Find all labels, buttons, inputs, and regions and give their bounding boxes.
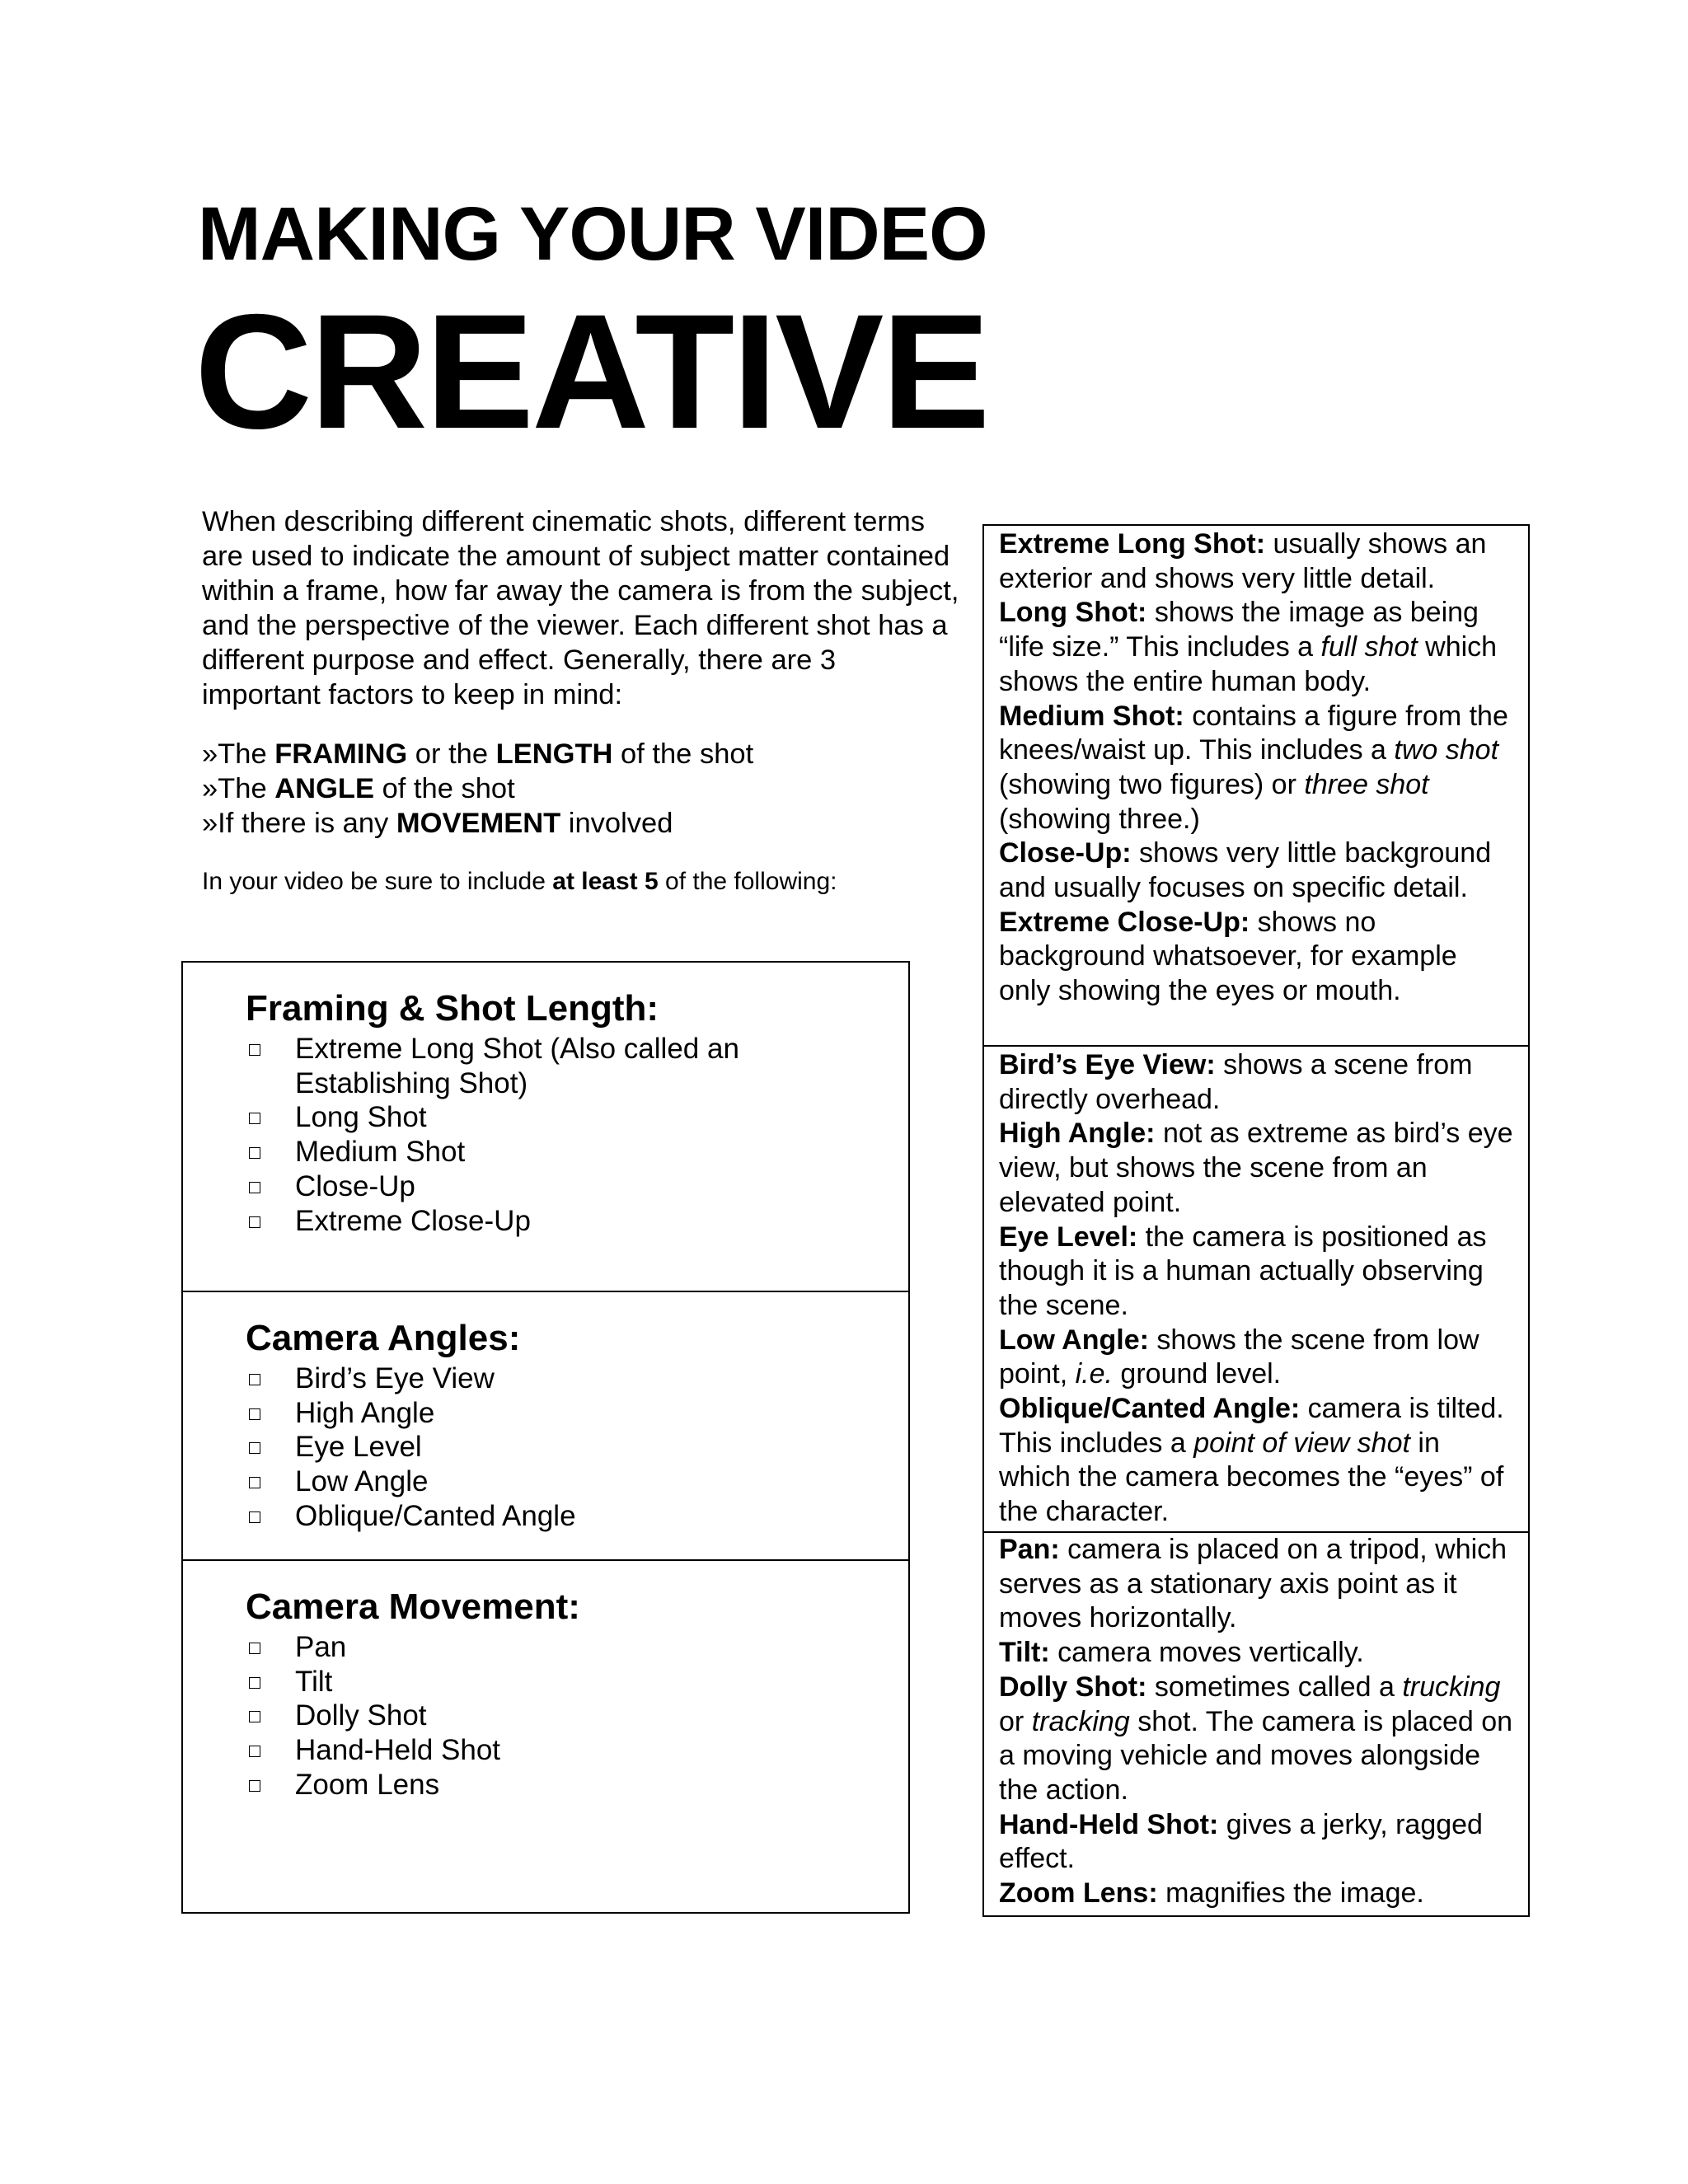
factor-text: or the [407,738,496,770]
definition-text: the camera is positioned as though it is a human actually observing the scene. [999,1221,1487,1321]
checklist-item-label: Zoom Lens [295,1768,440,1801]
definition-item [999,1636,1513,1671]
checklist-item-label: Low Angle [295,1465,429,1498]
page-title-line2: CREATIVE [195,280,988,462]
definition-term: Oblique/Canted Angle: [999,1393,1301,1425]
checkbox[interactable] [249,1746,260,1757]
checklist-item-label: High Angle [295,1396,435,1429]
definition-italic: full shot [1320,631,1418,663]
definition-item [999,596,1513,699]
include-instruction [202,865,837,898]
framing-definitions [984,526,1528,1047]
checkbox[interactable] [249,1147,260,1159]
include-text: of the following: [658,868,837,895]
checkbox[interactable] [249,1408,260,1420]
checklist-item-label: Bird’s Eye View [295,1362,495,1394]
definition-item [999,1048,1513,1117]
checklist-item-label: Eye Level [295,1431,422,1464]
checklist-item-label: Tilt [295,1665,333,1698]
definition-term: Eye Level: [999,1221,1138,1253]
definition-italic: three shot [1304,768,1429,800]
checklist-item [246,1396,823,1431]
factor-item [202,806,753,841]
definition-text: shows the image as being “life size.” This includes a [999,597,1479,663]
definition-text: shows the scene from low point, [999,1324,1479,1390]
definition-text: usually shows an exterior and shows very little detail. [999,528,1487,594]
definition-text: contains a figure from the knees/waist up. This includes a [999,700,1508,766]
definition-item [999,1877,1513,1911]
checklist-item-label: Close-Up [295,1169,415,1202]
checklist-item-label: Extreme Close-Up [295,1204,531,1237]
factor-text: of the shot [612,738,754,770]
page-title-line1: MAKING YOUR VIDEO [198,192,987,276]
checkbox[interactable] [249,1113,260,1124]
definition-text: in which the camera becomes the “eyes” of the character. [999,1427,1504,1528]
definition-item [999,700,1513,837]
checklist-item [246,1630,823,1665]
factor-text: involved [560,808,673,839]
definition-item [999,1533,1513,1636]
checkbox[interactable] [249,1477,260,1488]
checkbox[interactable] [249,1044,260,1056]
checkbox[interactable] [249,1643,260,1654]
checklist-item-label: Pan [295,1631,347,1663]
checkbox[interactable] [249,1511,260,1523]
framing-checklist [246,1032,823,1238]
definition-term: Pan: [999,1534,1060,1565]
definition-item [999,527,1513,596]
definition-term: Low Angle: [999,1324,1149,1356]
definition-text: (showing three.) [999,803,1200,835]
checklist-item-label: Medium Shot [295,1136,466,1169]
factor-item [202,737,753,771]
checklist-item-label: Dolly Shot [295,1699,427,1732]
checklist-item [246,1135,823,1169]
checklist-item-label: Oblique/Canted Angle [295,1499,576,1532]
movement-definitions [984,1533,1528,1917]
movement-checklist [246,1630,823,1802]
checklist-item [246,1430,823,1465]
intro-paragraph: When describing different cinematic shots, different terms are used to indicate the amount of subject matter contained within a frame, how far away the camera is from the subject, and the perspective of the viewer. Each different shot has a different purpose and effect. Generally, there are 3 important factors to keep in mind: [202,506,959,710]
definition-item [999,1324,1513,1392]
angles-checklist [246,1361,823,1534]
definition-item [999,837,1513,905]
checklist-item-label: Hand-Held Shot [295,1734,501,1767]
factor-text: of the shot [373,773,515,804]
factor-keyword: LENGTH [495,738,613,770]
definition-text: shows very little background and usually focuses on specific detail. [999,837,1492,904]
definition-item [999,1221,1513,1324]
definition-term: Dolly Shot: [999,1671,1147,1703]
definition-term: Long Shot: [999,597,1147,629]
checkbox[interactable] [249,1677,260,1689]
definition-text: sometimes called a [1146,1671,1403,1703]
definition-text: camera is tilted. This includes a [999,1393,1504,1459]
checklist-item [246,1733,823,1768]
definition-text: which shows the entire human body. [999,631,1498,697]
checklist-item [246,1100,823,1135]
checklist-item [246,1361,823,1396]
checklist-item-label: Long Shot [295,1101,427,1134]
checkbox[interactable] [249,1442,260,1454]
definition-item [999,1671,1513,1808]
definition-text: shows a scene from directly overhead. [999,1049,1473,1115]
definition-italic: i.e. [1075,1358,1113,1390]
definition-item [999,906,1513,1009]
angles-heading: Camera Angles: [246,1318,521,1358]
definition-term: Extreme Close-Up: [999,906,1250,938]
definition-item [999,1392,1513,1530]
definition-item [999,1808,1513,1877]
checkbox[interactable] [249,1780,260,1792]
factor-keyword: MOVEMENT [396,808,561,839]
factor-keyword: ANGLE [274,773,374,804]
definition-term: Extreme Long Shot: [999,528,1266,560]
factors-list [202,737,753,841]
checkbox[interactable] [249,1374,260,1385]
definitions-box [982,524,1530,1917]
checkbox[interactable] [249,1711,260,1722]
definition-item [999,1117,1513,1220]
factor-keyword: FRAMING [274,738,408,770]
checklist-item-label: Extreme Long Shot (Also called an Establishing Shot) [295,1033,739,1099]
definition-italic: point of view shot [1193,1427,1410,1459]
definition-italic: trucking [1402,1671,1501,1703]
definition-italic: two shot [1394,734,1499,766]
checklist-item [246,1699,823,1733]
definition-term: Bird’s Eye View: [999,1049,1216,1080]
checklist-item [246,1499,823,1534]
definition-text: camera moves vertically. [1049,1637,1364,1669]
factor-text: »The [202,773,275,804]
include-emphasis: at least 5 [552,868,659,895]
angles-definitions [984,1047,1528,1533]
definition-term: Close-Up: [999,837,1132,869]
definition-text: shot. The camera is placed on a moving vehicle and moves alongside the action. [999,1705,1513,1806]
checklist-item [246,1465,823,1499]
definition-term: High Angle: [999,1118,1156,1150]
definition-text: ground level. [1112,1358,1282,1390]
checkbox[interactable] [249,1182,260,1193]
include-text: In your video be sure to include [202,868,553,895]
angles-checklist-section [183,1292,908,1561]
checklist-item [246,1768,823,1802]
factor-item [202,771,753,806]
factor-text: »The [202,738,275,770]
definition-text: camera is placed on a tripod, which serves as a stationary axis point as it moves horizontally. [999,1534,1507,1634]
definition-term: Zoom Lens: [999,1877,1158,1910]
movement-checklist-section [183,1561,908,1914]
definition-text: or [999,1705,1032,1737]
intro-block [202,504,960,712]
definition-text: (showing two figures) or [999,768,1305,800]
checklist-item [246,1032,823,1100]
checklist-item [246,1204,823,1239]
checkbox[interactable] [249,1216,260,1228]
movement-heading: Camera Movement: [246,1586,580,1627]
checklist-item [246,1169,823,1204]
definition-term: Medium Shot: [999,700,1184,732]
framing-heading: Framing & Shot Length: [246,988,659,1029]
factor-text: »If there is any [202,808,396,839]
definition-term: Hand-Held Shot: [999,1808,1219,1840]
definition-text: not as extreme as bird’s eye view, but shows the scene from an elevated point. [999,1118,1513,1218]
definition-italic: tracking [1031,1705,1130,1737]
framing-checklist-section [183,963,908,1292]
definition-term: Tilt: [999,1637,1050,1669]
definition-text: magnifies the image. [1157,1877,1424,1910]
checklist-box [181,961,910,1914]
definition-text: shows no background whatsoever, for example only showing the eyes or mouth. [999,906,1457,1007]
checklist-item [246,1665,823,1699]
definition-text: gives a jerky, ragged effect. [999,1808,1483,1875]
